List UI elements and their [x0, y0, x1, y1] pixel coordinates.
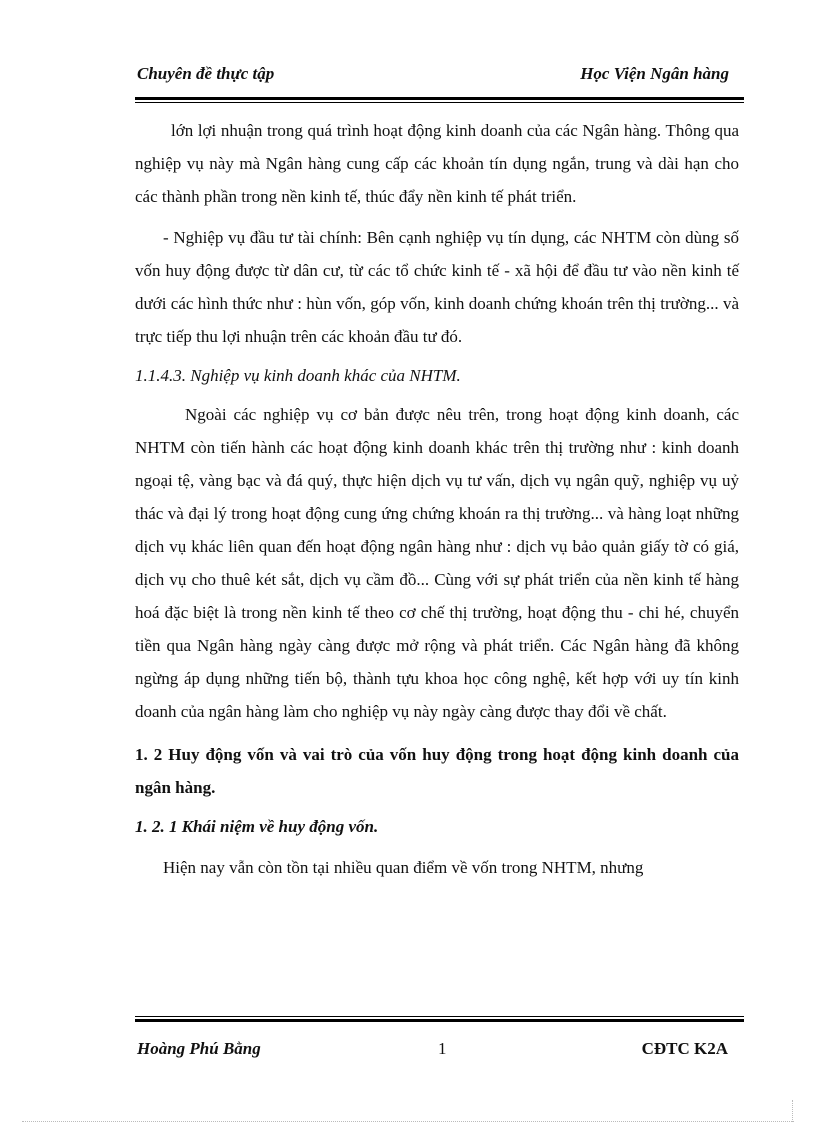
paragraph-financial-investment: - Nghiệp vụ đầu tư tài chính: Bên cạnh nghiệp vụ tín dụng, các NHTM còn dùng số vốn huy động được từ dân cư, từ các tổ chức kinh tế - xã hội để đầu tư vào nền kinh tế dưới các hình thức như : hùn vốn, góp vốn, kinh doanh chứng khoán trên thị trường... và trực tiếp thu lợi nhuận trên các khoản đầu tư đó.: [135, 228, 739, 346]
header-rule-thick: [135, 97, 744, 100]
footer-page-number: 1: [438, 1039, 447, 1058]
footer-class: CĐTC K2A: [641, 1039, 728, 1058]
section-heading-capital-mobilization: 1. 2 Huy động vốn và vai trò của vốn huy động trong hoạt động kinh doanh của ngân hàng.: [135, 745, 739, 797]
subsection-heading-concept: 1. 2. 1 Khái niệm về huy động vốn.: [135, 817, 379, 836]
page-edge-dotted-line: [22, 1121, 794, 1122]
paragraph-other-business: Ngoài các nghiệp vụ cơ bản được nêu trên, trong hoạt động kinh doanh, các NHTM còn tiến hành các hoạt động kinh doanh khác trên thị trường như : kinh doanh ngoại tệ, vàng bạc và đá quý, thực hiện dịch vụ tư vấn, dịch vụ ngân quỹ, nghiệp vụ uỷ thác và đại lý trong hoạt động cung ứng chứng khoán ra thị trường... và hàng loạt những dịch vụ khác liên quan đến hoạt động ngân hàng như : dịch vụ bảo quản giấy tờ có giá, dịch vụ cho thuê két sắt, dịch vụ cầm đồ... Cùng với sự phát triển của nền kinh tế hàng hoá đặc biệt là trong nền kinh tế theo cơ chế thị trường, hoạt động thu - chi hé, chuyển tiền qua Ngân hàng ngày càng được mở rộng và phát triển. Các Ngân hàng đã không ngừng áp dụng những tiến bộ, thành tựu khoa học công nghệ, kết hợp với uy tín kinh doanh của ngân hàng làm cho nghiệp vụ này ngày càng được thay đổi về chất.: [135, 405, 739, 721]
page-body: [135, 114, 739, 884]
footer-rule-thick: [135, 1019, 744, 1022]
header-document-type: Chuyên đề thực tập: [137, 64, 275, 83]
subsection-heading-other-business: 1.1.4.3. Nghiệp vụ kinh doanh khác của NHTM.: [135, 366, 461, 385]
page-corner-dotted-line: [792, 1100, 793, 1122]
paragraph-credit-intro: lớn lợi nhuận trong quá trình hoạt động kinh doanh của các Ngân hàng. Thông qua nghiệp vụ này mà Ngân hàng cung cấp các khoản tín dụng ngắn, trung và dài hạn cho các thành phần trong nền kinh tế, thúc đẩy nền kinh tế phát triển.: [135, 121, 739, 206]
paragraph-concept-start: Hiện nay vẫn còn tồn tại nhiều quan điểm về vốn trong NHTM, nhưng: [163, 858, 644, 877]
page-footer: [135, 1039, 743, 1063]
footer-author: Hoàng Phú Bằng: [137, 1039, 261, 1058]
header-rule-thin: [135, 102, 744, 103]
page-header: [135, 64, 743, 88]
footer-rule-thin: [135, 1016, 744, 1017]
header-institution: Học Viện Ngân hàng: [580, 64, 729, 83]
